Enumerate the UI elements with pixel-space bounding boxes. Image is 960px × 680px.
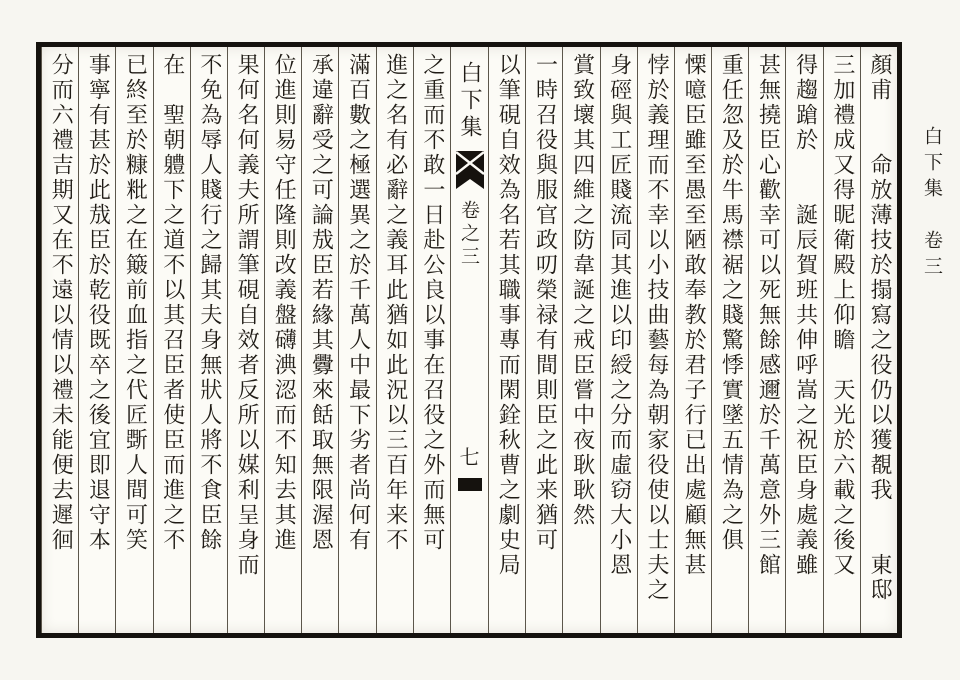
text-column: 顏甫 命放薄技於搨寫之役仍以獲覩我 東邸 bbox=[860, 47, 897, 633]
banxin-title: 白下集 bbox=[457, 61, 482, 142]
text-column: 承違辭受之可論㦲臣若緣其釁來餂取無限渥恩 bbox=[301, 47, 338, 633]
text-column: 在 聖朝軆下之道不以其召臣者使臣而進之不 bbox=[153, 47, 190, 633]
text-column: 慄噫臣雖至愚至陋敢奉教於君子行已出處顧無甚 bbox=[674, 47, 711, 633]
margin-label: 白下集 卷三 bbox=[921, 126, 943, 282]
text-column: 悖於義理而不幸以小技曲藝每為朝家役使以士夫之 bbox=[637, 47, 674, 633]
text-column: 重任忽及於牛馬襟裾之賤驚悸實墜五情為之俱 bbox=[711, 47, 748, 633]
text-column: 事寧有甚於此㦲臣於乾役既卒之後宜即退守本 bbox=[78, 47, 115, 633]
page-frame bbox=[36, 42, 902, 638]
tail-bar-icon bbox=[458, 478, 482, 491]
fishtail-ornament-icon bbox=[455, 151, 485, 193]
text-column: 以筆硯自效為名若其職事專而閑銓秋曹之劇史局 bbox=[488, 47, 525, 633]
text-column: 不免為辱人賤行之歸其夫身無狀人將不食臣餘 bbox=[190, 47, 227, 633]
right-page-columns bbox=[488, 47, 897, 633]
left-page-columns bbox=[41, 47, 450, 633]
banxin-chapter: 卷之三 bbox=[458, 200, 480, 269]
text-column: 分而六禮吉期又在不遠以情以禮未能便去遲徊 bbox=[41, 47, 78, 633]
text-column: 果何名何義夫所謂筆硯自效者反所以媒利呈身而 bbox=[227, 47, 264, 633]
banxin-page-number: 七 bbox=[459, 445, 480, 469]
text-column: 之重而不敢一日赴公良以事在召役之外而無可 bbox=[413, 47, 450, 633]
text-column: 進之名有必辭之義耳此猶如此況以三百年来不 bbox=[376, 47, 413, 633]
text-column: 賞致壞其四維之防韋誕之戒臣嘗中夜耿耿然 bbox=[562, 47, 599, 633]
text-column: 得趨蹌於 誕辰賀班共伸呼嵩之祝臣身處義雖 bbox=[785, 47, 822, 633]
banxin-center-column bbox=[450, 47, 488, 633]
text-column: 身硜與工匠賤流同其進以印綬之分而虛窃大小恩 bbox=[600, 47, 637, 633]
text-column: 已終至於糠粃之在簸前血指之代匠斲人間可笑 bbox=[115, 47, 152, 633]
text-column: 滿百數之極選異之於千萬人中最下劣者尚何有 bbox=[338, 47, 375, 633]
text-column: 一時召役與服官政叨榮禄有間則臣之此来猶可 bbox=[525, 47, 562, 633]
text-column: 甚無撓臣心歡幸可以死無餘感邇於千萬意外三館 bbox=[748, 47, 785, 633]
text-column: 位進則易守任隆則改義盤礴淟涊而不知去其進 bbox=[264, 47, 301, 633]
text-column: 三加禮成又得昵衛殿上仰瞻 天光於六載之後又 bbox=[823, 47, 860, 633]
